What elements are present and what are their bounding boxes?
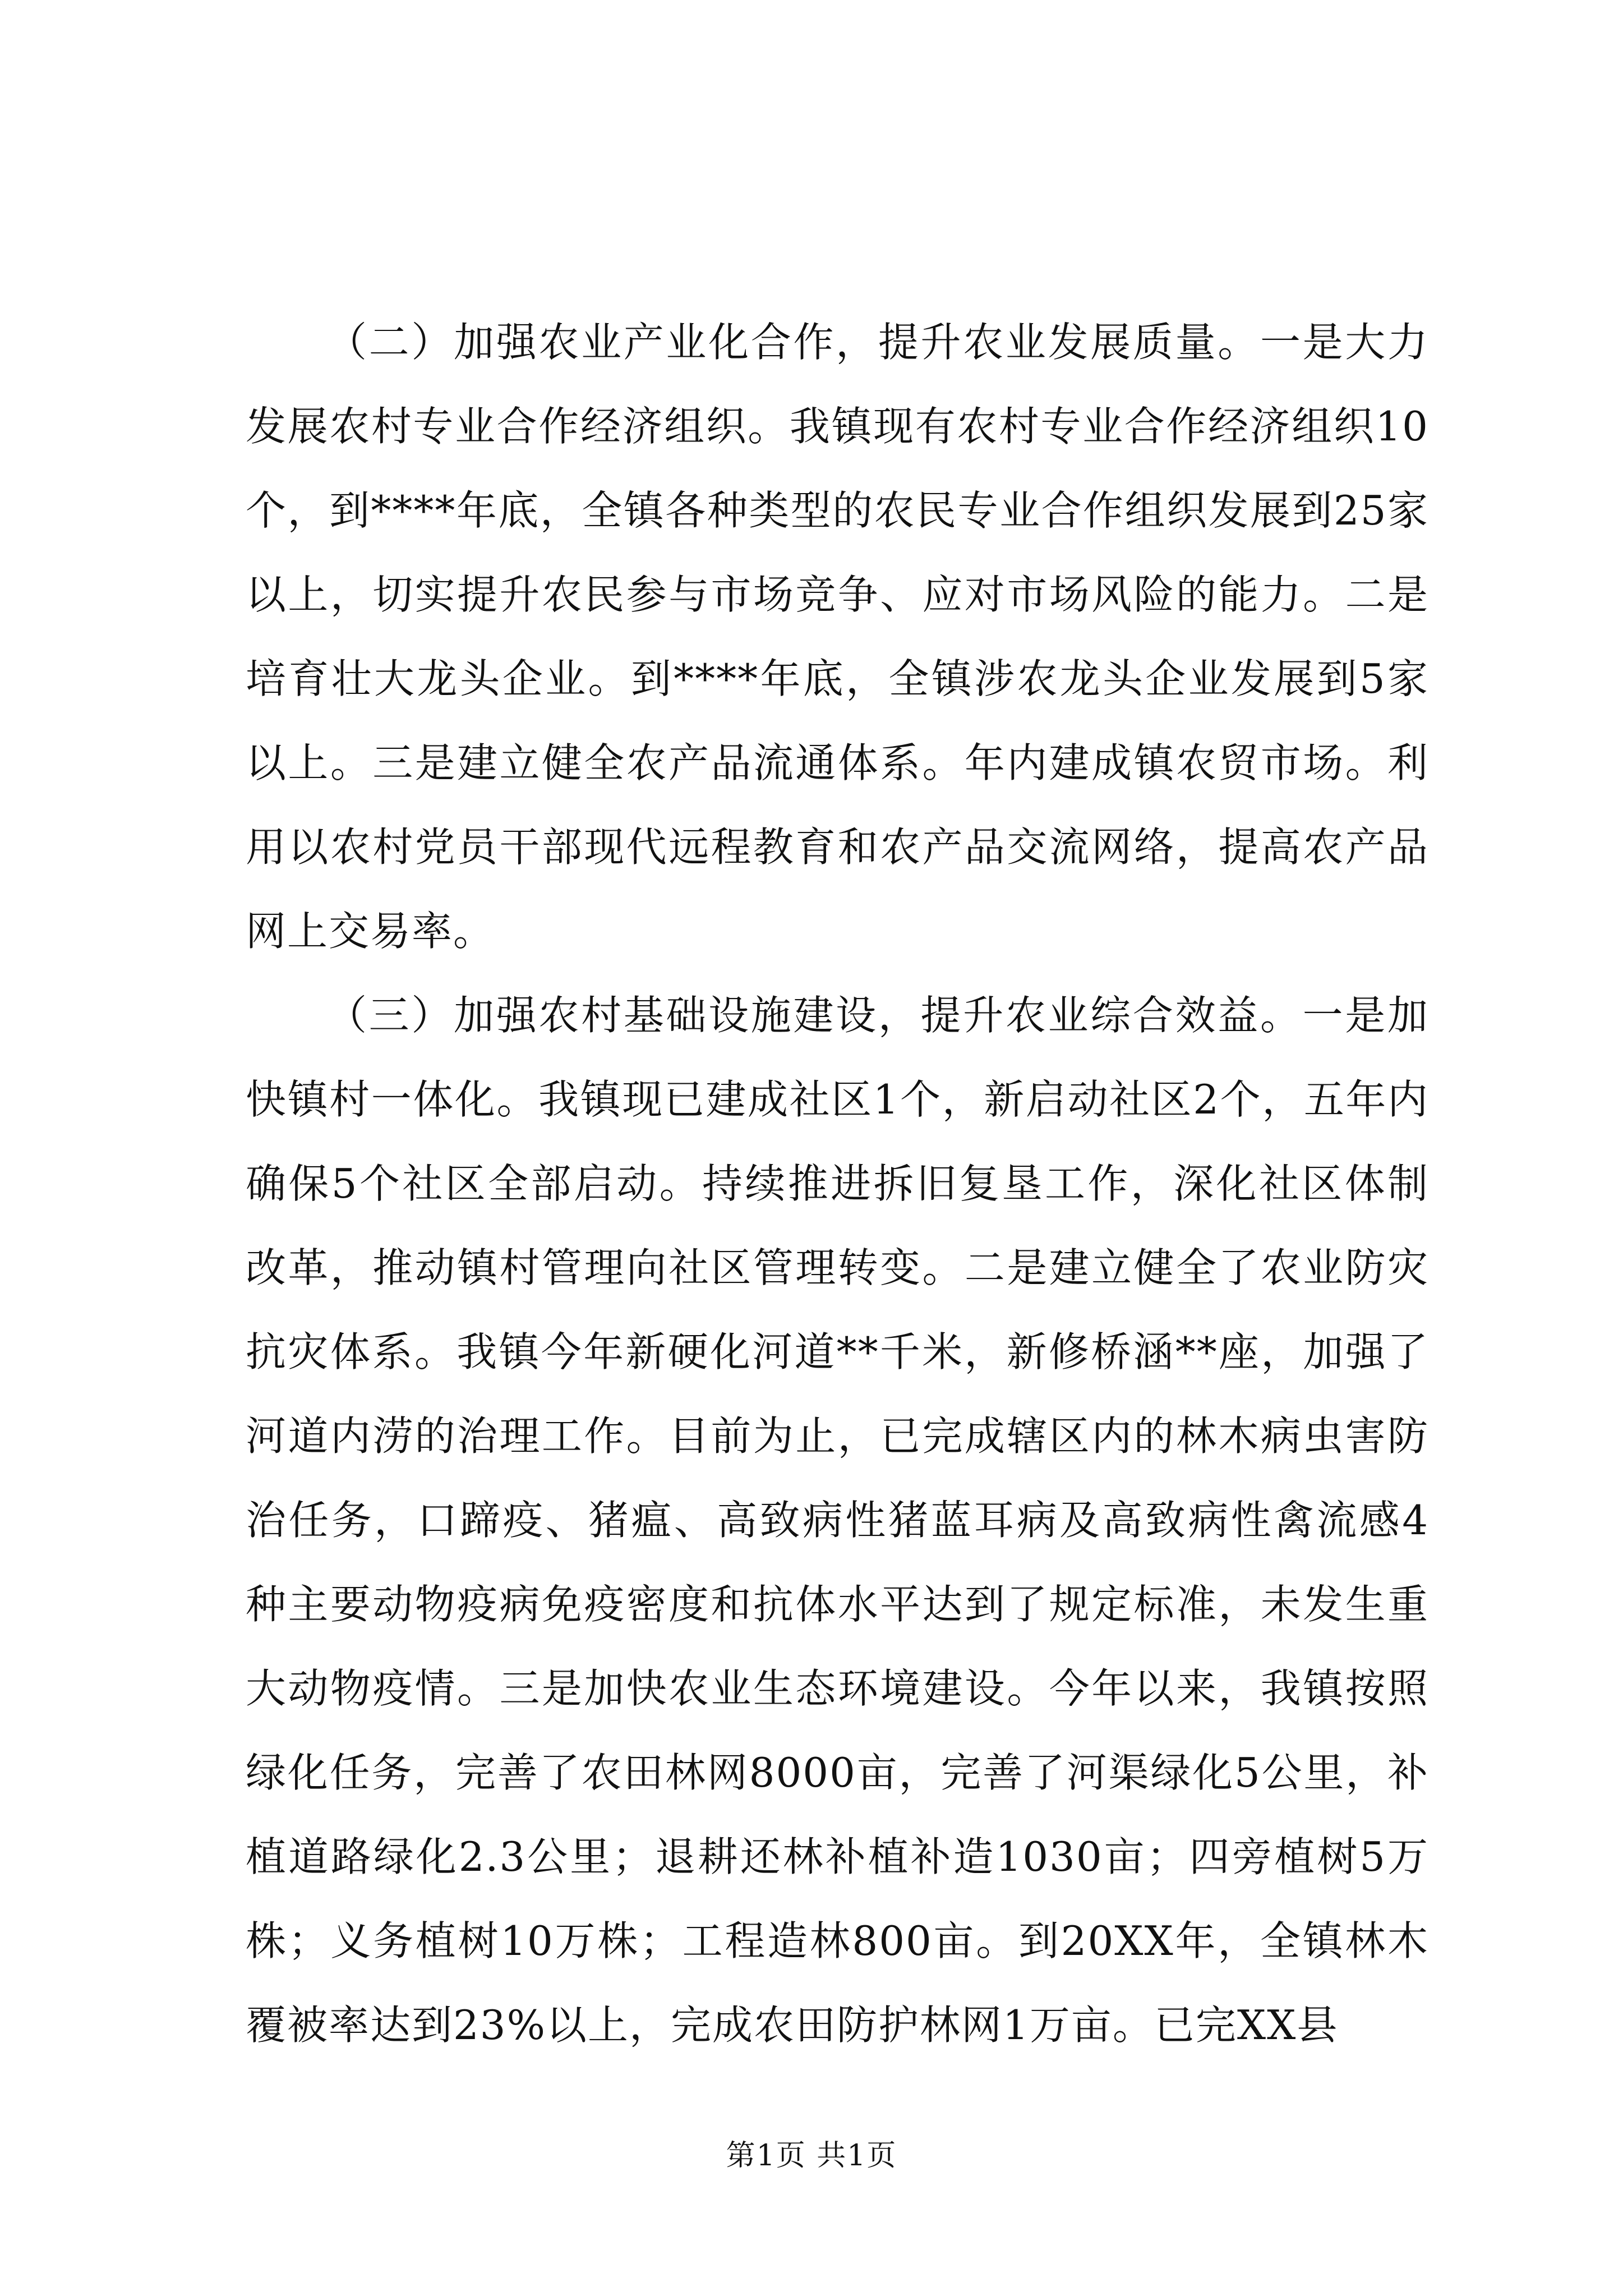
paragraph-agricultural-industrialization: （二）加强农业产业化合作，提升农业发展质量。一是大力发展农村专业合作经济组织。我镇现有农村专业合作经济组织10个，到****年底，全镇各种类型的农民专业合作组织发展到25家以上，切实提升农民参与市场竞争、应对市场风险的能力。二是培育壮大龙头企业。到****年底，全镇涉农龙头企业发展到5家以上。三是建立健全农产品流通体系。年内建成镇农贸市场。利用以农村党员干部现代远程教育和农产品交流网络，提高农产品网上交易率。 [246, 319, 1429, 955]
paragraph-rural-infrastructure: （三）加强农村基础设施建设，提升农业综合效益。一是加快镇村一体化。我镇现已建成社区1个，新启动社区2个，五年内确保5个社区全部启动。持续推进拆旧复垦工作，深化社区体制改革，推动镇村管理向社区管理转变。二是建立健全了农业防灾抗灾体系。我镇今年新硬化河道**千米，新修桥涵**座，加强了河道内涝的治理工作。目前为止，已完成辖区内的林木病虫害防治任务，口蹄疫、猪瘟、高致病性猪蓝耳病及高致病性禽流感4种主要动物疫病免疫密度和抗体水平达到了规定标准，未发生重大动物疫情。三是加快农业生态环境建设。今年以来，我镇按照绿化任务，完善了农田林网8000亩，完善了河渠绿化5公里，补植道路绿化2.3公里；退耕还林补植补造1030亩；四旁植树5万株；义务植树10万株；工程造林800亩。到20XX年，全镇林木覆被率达到23%以上，完成农田防护林网1万亩。已完XX县 [246, 992, 1429, 2049]
page-footer: 第1页 共1页 [726, 2139, 897, 2173]
document-body [246, 300, 1429, 2067]
